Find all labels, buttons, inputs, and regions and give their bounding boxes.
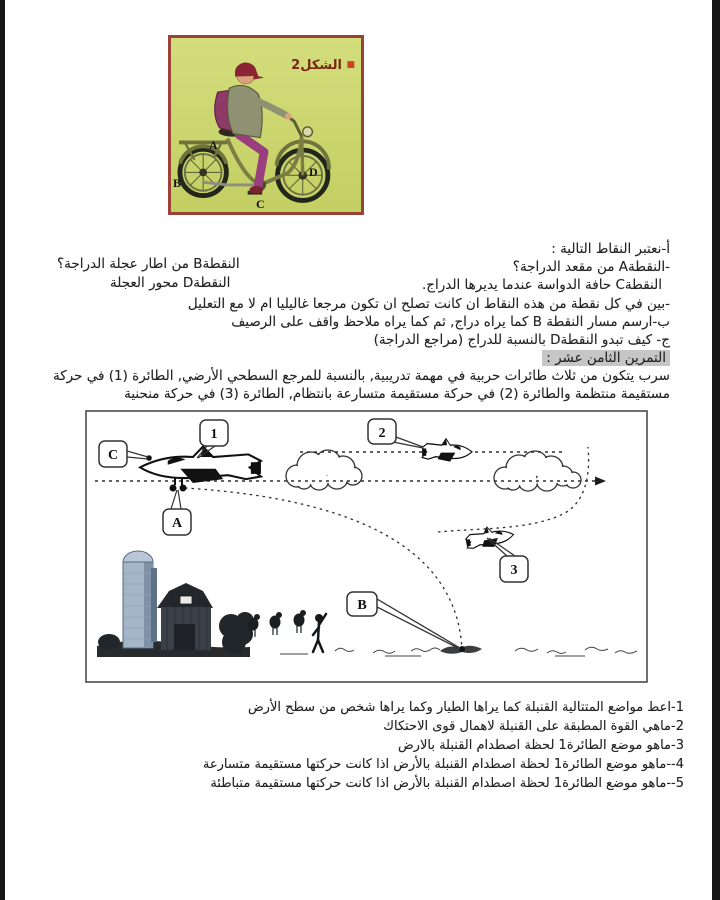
red-square-icon: ■	[346, 60, 355, 70]
question-1: 1-اعط مواضع المتتالية القنبلة كما يراها الطيار وكما يراها شخص من سطح الأرض	[247, 700, 684, 715]
line-part-c: ج- كيف تبدو النقطةD بالنسبة للدراج (مراجع الدراجة)	[373, 332, 670, 348]
scan-edge-left	[0, 0, 5, 900]
svg-text:B: B	[357, 598, 367, 613]
airplanes-motion-diagram	[85, 410, 648, 683]
bike-point-c-label: C	[256, 197, 265, 211]
exercise18-intro-2: مستقيمة منتظمة والطائرة (2) في حركة مستقيمة متسارعة بانتظام, الطائرة (3) في حركة منحنية	[124, 386, 670, 402]
svg-text:2: 2	[378, 426, 386, 441]
bike-point-a-label: A	[209, 138, 218, 152]
question-3: 3-ماهو موضع الطائرة1 لحظة اصطدام القنبلة بالارض	[397, 738, 684, 753]
figure2-caption: ■ الشكل2	[291, 58, 355, 73]
silo-icon	[123, 551, 157, 648]
line-part-b: ب-ارسم مسار النقطة B كما يراه دراج, ثم كما يراه ملاحظ واقف على الرصيف	[231, 314, 670, 330]
question-5: 5--ماهو موضع الطائرة1 لحظة اصطدام القنبلة بالأرض اذا كانت حركتها مستقيمة متباطئة	[210, 776, 684, 791]
line-point-c: النقطةC حافة الدواسة عندما يديرها الدراج.	[422, 277, 662, 293]
svg-text:3: 3	[510, 563, 518, 578]
line-point-a: -النقطةA من مقعد الدراجة؟	[512, 259, 670, 275]
line-point-d: النقطةD محور العجلة	[110, 275, 231, 291]
svg-text:C: C	[107, 448, 119, 463]
question-2: 2-ماهي القوة المطبقة على القنبلة لاهمال قوى الاحتكاك	[383, 719, 684, 734]
line-justify: -بين في كل نقطة من هذه النقاط ان كانت تصلح ان تكون مرجعا غاليليا ام لا مع التعليل	[187, 296, 670, 312]
moped-rear-wheel-icon	[180, 149, 226, 195]
figure2-bicycle-image	[168, 35, 364, 215]
line-point-b: النقطةB من اطار عجلة الدراجة؟	[57, 256, 240, 272]
bike-point-d-label: D	[309, 165, 318, 179]
airplanes-motion-svg	[85, 410, 648, 683]
scan-edge-right	[712, 0, 720, 900]
exercise18-intro-1: سرب يتكون من ثلاث طائرات حربية في مهمة تدريبية, بالنسبة للمرجع السطحي الأرضي, الطائرة (1) في حركة	[52, 368, 670, 384]
svg-text:A: A	[171, 516, 183, 531]
question-4: 4--ماهو موضع الطائرة1 لحظة اصطدام القنبلة بالأرض اذا كانت حركتها مستقيمة متسارعة	[202, 757, 684, 772]
bike-point-b-label: B	[173, 176, 182, 190]
exercise18-heading: التمرين الثامن عشر :	[542, 350, 670, 366]
line-consider-points: أ-نعتبر النقاط التالية :	[551, 241, 670, 257]
svg-text:1: 1	[210, 427, 218, 442]
